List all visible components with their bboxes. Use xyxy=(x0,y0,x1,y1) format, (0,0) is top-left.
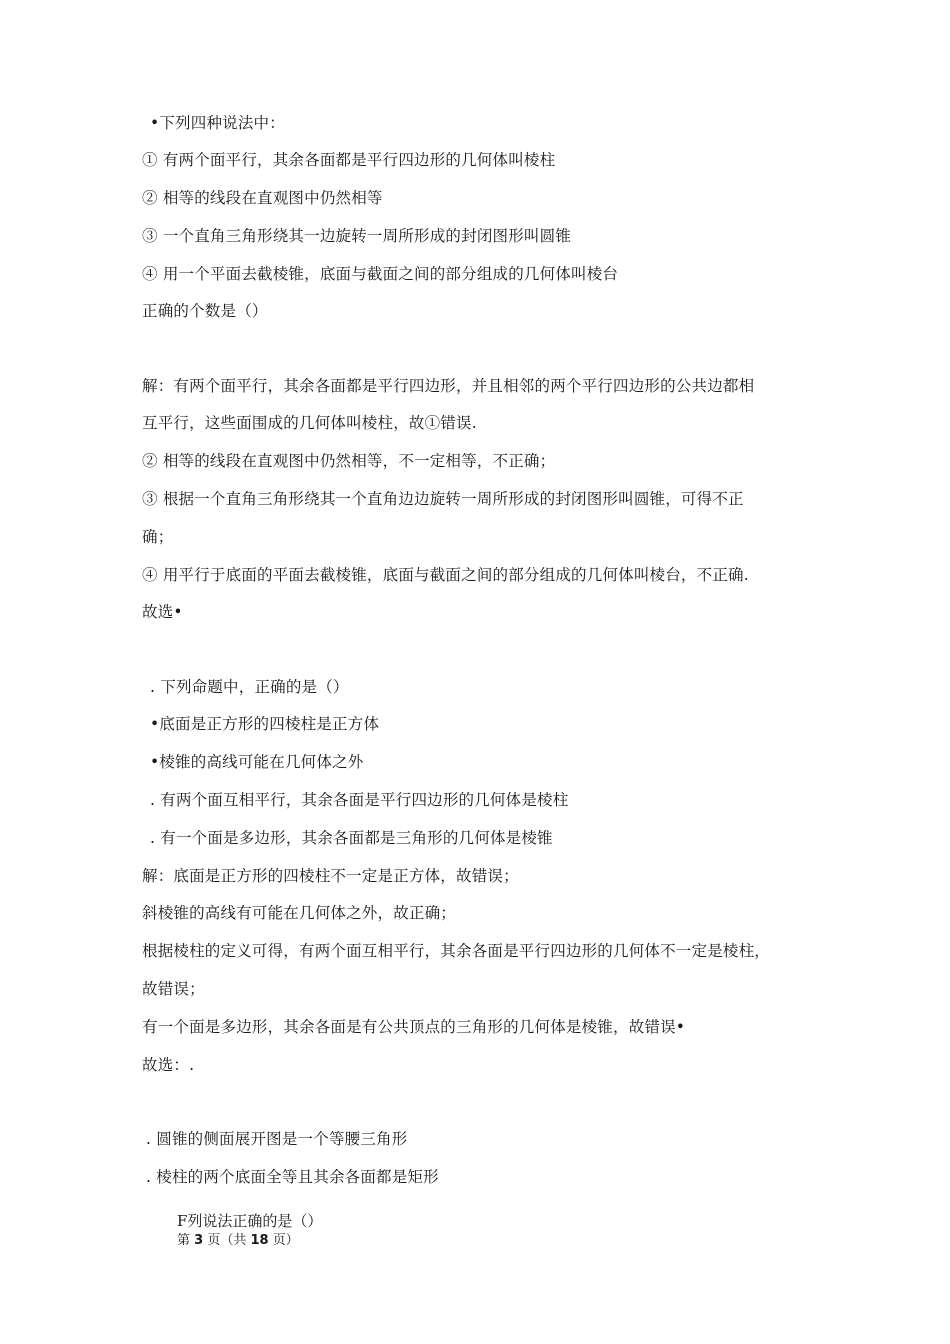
question-1-item-4: ④ 用一个平面去截棱锥，底面与截面之间的部分组成的几何体叫棱台 xyxy=(142,265,619,283)
solution-1-line-4: ③ 根据一个直角三角形绕其一个直角边边旋转一周所形成的封闭图形叫圆锥，可得不正 xyxy=(142,490,744,508)
footer-prefix: 第 xyxy=(177,1233,191,1248)
question-2-option-1: •底面是正方形的四棱柱是正方体 xyxy=(150,715,380,733)
solution-2-line-5: 有一个面是多边形，其余各面是有公共顶点的三角形的几何体是棱锥，故错误• xyxy=(142,1018,686,1036)
question-3-option-2: . 棱柱的两个底面全等且其余各面都是矩形 xyxy=(146,1168,439,1186)
question-2-stem: . 下列命题中，正确的是（） xyxy=(150,678,349,696)
solution-1-line-3: ② 相等的线段在直观图中仍然相等，不一定相等，不正确； xyxy=(142,452,556,470)
footer-middle: 页（共 xyxy=(207,1233,247,1248)
solution-2-line-6: 故选：. xyxy=(142,1056,195,1074)
question-2-option-2: •棱锥的高线可能在几何体之外 xyxy=(150,753,364,771)
question-1-ask: 正确的个数是（） xyxy=(142,302,268,320)
footer-suffix: 页） xyxy=(272,1233,299,1248)
solution-1-line-7: 故选• xyxy=(142,603,183,621)
solution-1-line-2: 互平行，这些面围成的几何体叫棱柱，故①错误. xyxy=(142,414,477,432)
question-2-option-3: . 有两个面互相平行，其余各面是平行四边形的几何体是棱柱 xyxy=(150,791,569,809)
solution-1-line-5: 确； xyxy=(142,528,174,546)
question-1-item-3: ③ 一个直角三角形绕其一边旋转一周所形成的封闭图形叫圆锥 xyxy=(142,227,572,245)
solution-1-line-1: 解：有两个面平行，其余各面都是平行四边形，并且相邻的两个平行四边形的公共边都相 xyxy=(142,377,755,395)
question-1-item-2: ② 相等的线段在直观图中仍然相等 xyxy=(142,189,383,207)
solution-2-line-3: 根据棱柱的定义可得，有两个面互相平行，其余各面是平行四边形的几何体不一定是棱柱， xyxy=(142,942,771,960)
question-3-option-1: . 圆锥的侧面展开图是一个等腰三角形 xyxy=(146,1130,408,1148)
solution-2-line-1: 解：底面是正方形的四棱柱不一定是正方体，故错误； xyxy=(142,867,519,885)
question-2-option-4: . 有一个面是多边形，其余各面都是三角形的几何体是棱锥 xyxy=(150,829,553,847)
question-3-stem: F列说法正确的是（） xyxy=(177,1212,323,1230)
solution-2-line-4: 故错误； xyxy=(142,980,205,998)
footer-page-number: 3 xyxy=(194,1233,204,1248)
question-1-intro: •下列四种说法中： xyxy=(150,114,285,132)
footer-total-pages: 18 xyxy=(250,1233,269,1248)
question-1-item-1: ① 有两个面平行，其余各面都是平行四边形的几何体叫棱柱 xyxy=(142,151,556,169)
solution-1-line-6: ④ 用平行于底面的平面去截棱锥，底面与截面之间的部分组成的几何体叫棱台，不正确. xyxy=(142,566,749,584)
solution-2-line-2: 斜棱锥的高线有可能在几何体之外，故正确； xyxy=(142,904,457,922)
page-number-footer xyxy=(177,1233,299,1249)
